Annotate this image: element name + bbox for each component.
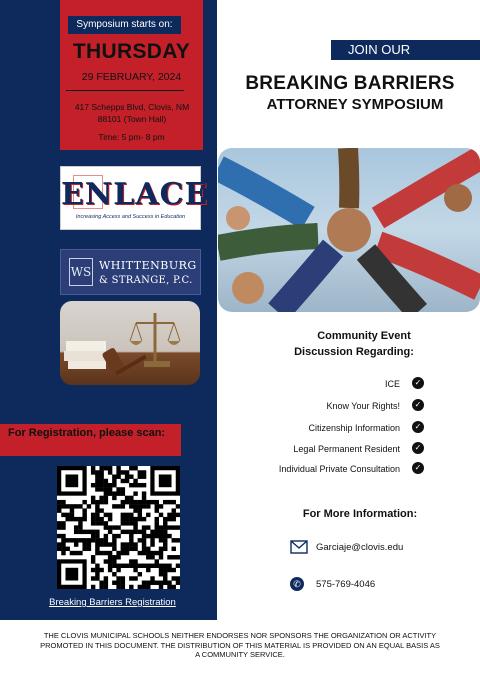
- check-circle-icon: ✓: [412, 421, 424, 433]
- enlace-logo: [60, 166, 209, 230]
- topic-private-consultation: Individual Private Consultation: [278, 464, 400, 474]
- ws-monogram: WS: [69, 258, 93, 286]
- ws-name-line2: & STRANGE, P.C.: [99, 275, 193, 286]
- check-circle-icon: ✓: [412, 377, 424, 389]
- registration-qr-code[interactable]: [57, 466, 180, 589]
- topic-ice: ICE: [384, 379, 400, 389]
- registration-link[interactable]: Breaking Barriers Registration: [49, 597, 176, 608]
- disclaimer-text: THE CLOVIS MUNICIPAL SCHOOLS NEITHER ENDORSES NOR SPONSORS THE ORGANIZATION OR ACTIVITY PROMOTED IN THIS DOCUMENT. THE DISTRIBUTION OF THIS MATERIAL IS PROVIDED ON AN EQUAL BASIS AS A COMMUNITY SERVICE.: [40, 631, 440, 659]
- email-icon: [290, 540, 308, 554]
- check-circle-icon: ✓: [412, 462, 424, 474]
- topic-know-your-rights: Know Your Rights!: [326, 401, 400, 411]
- event-time: Time: 5 pm- 8 pm: [98, 132, 165, 142]
- event-date: 29 FEBRUARY, 2024: [81, 71, 182, 83]
- enlace-wordmark: ENLACE: [61, 177, 209, 212]
- starts-label: Symposium starts on:: [68, 16, 181, 34]
- event-day: THURSDAY: [72, 40, 191, 63]
- whittenburg-strange-logo: [60, 249, 201, 295]
- contact-email[interactable]: Garciaje@clovis.edu: [316, 542, 404, 553]
- topic-citizenship: Citizenship Information: [308, 423, 400, 433]
- hands-together-photo: [218, 148, 480, 312]
- topic-legal-permanent-resident: Legal Permanent Resident: [293, 444, 400, 454]
- check-circle-icon: ✓: [412, 442, 424, 454]
- registration-heading: For Registration, please scan:: [0, 424, 181, 456]
- ws-name-line1: WHITTENBURG: [99, 259, 197, 272]
- join-our-banner: JOIN OUR: [331, 40, 480, 60]
- contact-phone[interactable]: 575-769-4046: [316, 579, 376, 590]
- divider-line: [66, 90, 184, 91]
- event-title-line2: ATTORNEY SYMPOSIUM: [266, 96, 444, 113]
- check-circle-icon: ✓: [412, 399, 424, 411]
- law-books-gavel-image: [60, 301, 200, 385]
- more-info-heading: For More Information:: [302, 508, 418, 520]
- enlace-tagline: Increasing Access and Success in Education: [75, 214, 186, 220]
- phone-icon: ✆: [290, 577, 304, 591]
- community-heading-line1: Community Event: [317, 330, 411, 342]
- community-heading-line2: Discussion Regarding:: [294, 346, 414, 358]
- event-address: 417 Schepps Blvd, Clovis, NM 88101 (Town Hall): [74, 102, 190, 124]
- event-title-line1: BREAKING BARRIERS: [245, 73, 455, 94]
